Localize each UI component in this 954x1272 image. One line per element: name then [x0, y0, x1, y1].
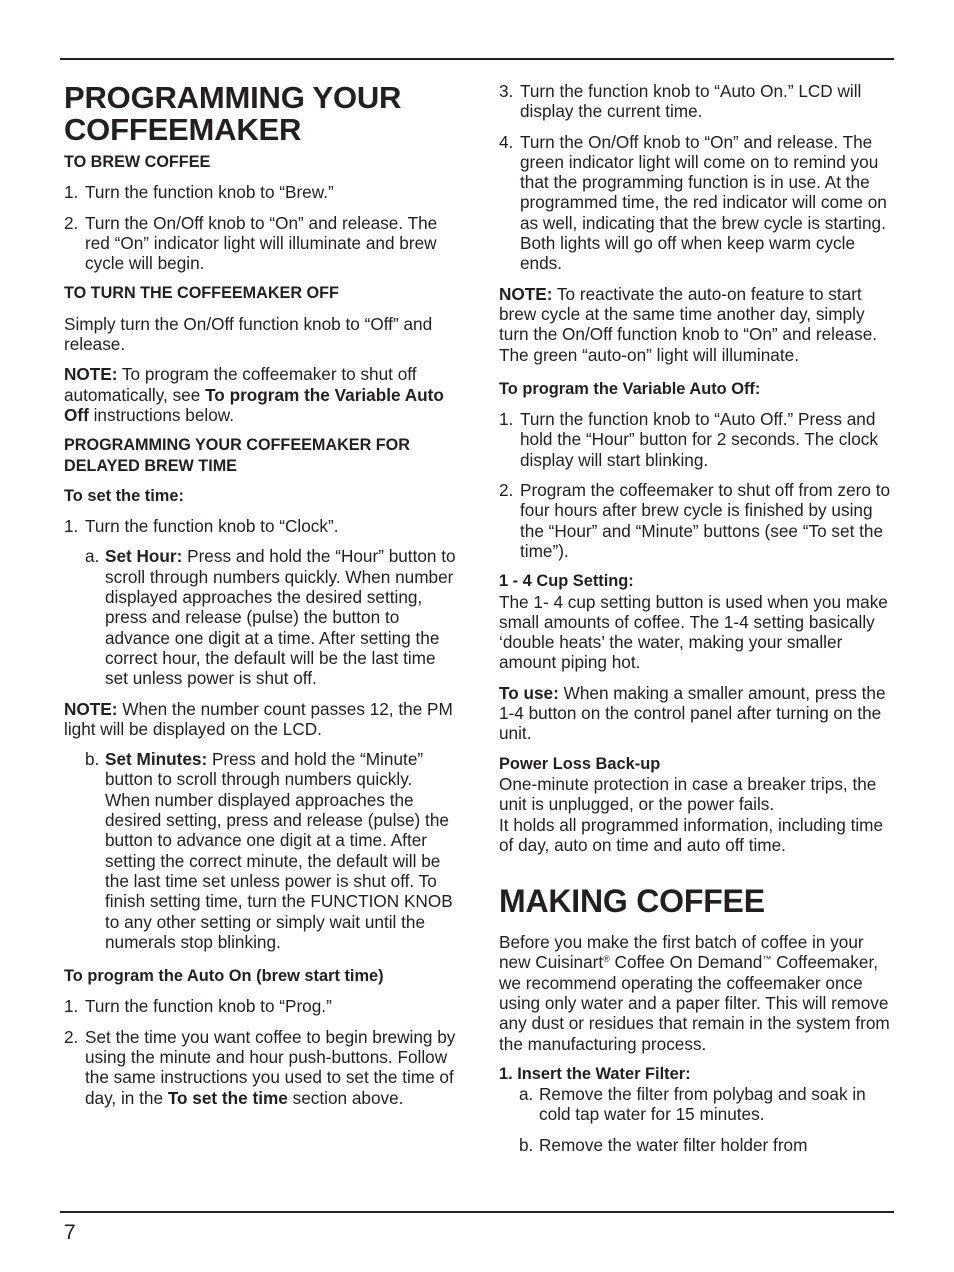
- list-text: Turn the function knob to “Auto On.” LCD will display the current time.: [520, 81, 862, 122]
- registered-mark: ®: [603, 954, 610, 965]
- section-title-programming: [64, 82, 460, 146]
- list-label: Set Hour:: [105, 546, 183, 567]
- title-line-2: COFFEEMAKER: [64, 112, 302, 147]
- list-text: Remove the filter from polybag and soak in cold tap water for 15 minutes.: [539, 1084, 866, 1125]
- list-item: [499, 480, 895, 561]
- power-loss-text-2: It holds all programmed information, including time of day, auto on time and auto off time.: [499, 814, 884, 855]
- list-text: Remove the water filter holder from: [539, 1134, 808, 1155]
- list-label: Set Minutes:: [105, 749, 208, 770]
- intro-text-c: Coffeemaker, we recommend operating the coffeemaker once using only water and a paper filter. This will remove any dust or residues that remain in the system from the manufacturing process.: [499, 952, 890, 1054]
- note-paragraph: [64, 364, 460, 425]
- list-text: Press and hold the “Hour” button to scroll through numbers quickly. When number displayed approaches the desired setting, press and release (pulse) the button to advance one digit at a time. After setting the correct hour, the default will be the last time set unless power is shut off.: [105, 546, 456, 689]
- intro-text-a: Before you make the first batch of coffee in your new Cuisinart: [499, 932, 864, 973]
- bottom-rule: [60, 1211, 894, 1213]
- list-text: Turn the function knob to “Auto Off.” Press and hold the “Hour” button for 2 seconds. The clock display will start blinking.: [520, 409, 878, 470]
- list-number: 2.: [64, 1026, 79, 1047]
- list-item: [64, 516, 460, 536]
- intro-text-b: Coffee On Demand: [609, 952, 763, 973]
- list-number: a.: [85, 546, 100, 567]
- list-item: [64, 182, 460, 202]
- list-item: [64, 1027, 460, 1108]
- power-loss-heading: Power Loss Back-up: [499, 754, 661, 773]
- cup-setting-text: The 1- 4 cup setting button is used when you make small amounts of coffee. The 1-4 setting basically ‘double heats’ the water, making your smaller amount piping hot.: [499, 591, 888, 673]
- to-use-paragraph: [499, 683, 895, 744]
- list-number: a.: [519, 1084, 534, 1105]
- list-text: Program the coffeemaker to shut off from zero to four hours after brew cycle is finished by using the “Hour” and “Minute” buttons (see “To set the time”).: [520, 480, 891, 561]
- right-column: [499, 70, 895, 1155]
- list-item: [499, 409, 895, 470]
- auto-off-heading: To program the Variable Auto Off:: [499, 379, 761, 398]
- note-text: When the number count passes 12, the PM light will be displayed on the LCD.: [64, 698, 453, 739]
- auto-on-heading: To program the Auto On (brew start time): [64, 967, 384, 986]
- note-reference: To program the Variable Auto Off: [64, 384, 444, 425]
- list-number: 2.: [64, 212, 79, 233]
- off-heading: TO TURN THE COFFEEMAKER OFF: [64, 284, 339, 303]
- list-item: [499, 1084, 895, 1125]
- list-number: 1.: [64, 516, 79, 537]
- title-line-1: PROGRAMMING YOUR: [64, 80, 402, 115]
- making-coffee-intro: [499, 932, 895, 1054]
- page-number: 7: [64, 1221, 76, 1244]
- list-reference: To set the time: [167, 1087, 288, 1108]
- note-text: To reactivate the auto-on feature to start brew cycle at the same time another day, simply turn the On/Off function knob to “On” and release. The green “auto-on” light will illuminate.: [499, 283, 878, 365]
- power-loss-text: One-minute protection in case a breaker trips, the unit is unplugged, or the power fails.: [499, 773, 877, 815]
- left-column: [64, 70, 460, 1108]
- list-text: Turn the On/Off knob to “On” and release. The green indicator light will come on to remind you that the programming function is in use. At the programmed time, the red indicator will come on as well, indicating that the brew cycle is starting. Both lights will go off when keep warm cycle ends.: [520, 131, 887, 274]
- list-text: Turn the On/Off knob to “On” and release. The red “On” indicator light will illuminate and brew cycle will begin.: [85, 212, 438, 274]
- list-text: Turn the function knob to “Prog.”: [85, 996, 332, 1017]
- list-item: [64, 213, 460, 274]
- list-item: [64, 749, 460, 952]
- set-time-heading: To set the time:: [64, 486, 184, 505]
- list-text: Turn the function knob to “Clock”.: [85, 516, 339, 537]
- note-label: NOTE:: [64, 364, 118, 385]
- list-number: 4.: [499, 131, 514, 152]
- list-item: [499, 81, 895, 122]
- to-use-label: To use:: [499, 682, 559, 703]
- cup-setting-heading: 1 - 4 Cup Setting:: [499, 572, 634, 591]
- list-item: [499, 132, 895, 274]
- list-number: 2.: [499, 480, 514, 501]
- top-rule: [60, 58, 894, 60]
- note-paragraph: [64, 699, 460, 740]
- insert-filter-heading: 1. Insert the Water Filter:: [499, 1064, 691, 1083]
- off-text: Simply turn the On/Off function knob to “Off” and release.: [64, 313, 433, 355]
- delayed-brew-heading: PROGRAMMING YOUR COFFEEMAKER FOR DELAYED BREW TIME: [64, 436, 410, 475]
- note-tail: instructions below.: [88, 404, 235, 425]
- note-label: NOTE:: [64, 698, 118, 719]
- list-item: [64, 996, 460, 1016]
- note-label: NOTE:: [499, 283, 553, 304]
- list-number: 1.: [499, 409, 514, 430]
- list-number: b.: [519, 1134, 534, 1155]
- list-number: 3.: [499, 81, 514, 101]
- list-text: Press and hold the “Minute” button to scroll through numbers quickly. When number displayed approaches the desired setting, press and release (pulse) the button to advance one digit at a time. After setting the correct minute, the default will be the last time set unless power is shut off. To finish setting time, turn the FUNCTION KNOB to any other setting or simply wait until the numerals stop blinking.: [105, 749, 453, 952]
- list-number: 1.: [64, 996, 79, 1017]
- note-text: To program the coffeemaker to shut off automatically, see: [64, 364, 417, 405]
- note-paragraph: [499, 284, 895, 365]
- list-text: Set the time you want coffee to begin brewing by using the minute and hour push-buttons. Follow the same instructions you used to set the time of day, in the: [85, 1026, 456, 1108]
- list-item: [499, 1135, 895, 1155]
- to-use-text: When making a smaller amount, press the 1-4 button on the control panel after turning on the unit.: [499, 682, 886, 744]
- list-item: [64, 546, 460, 688]
- list-tail: section above.: [287, 1087, 404, 1108]
- list-number: b.: [85, 749, 100, 770]
- section-title-making-coffee: MAKING COFFEE: [499, 883, 765, 920]
- brew-heading: TO BREW COFFEE: [64, 153, 211, 171]
- list-number: 1.: [64, 182, 79, 203]
- trademark-mark: ™: [762, 954, 772, 965]
- list-text: Turn the function knob to “Brew.”: [85, 182, 334, 203]
